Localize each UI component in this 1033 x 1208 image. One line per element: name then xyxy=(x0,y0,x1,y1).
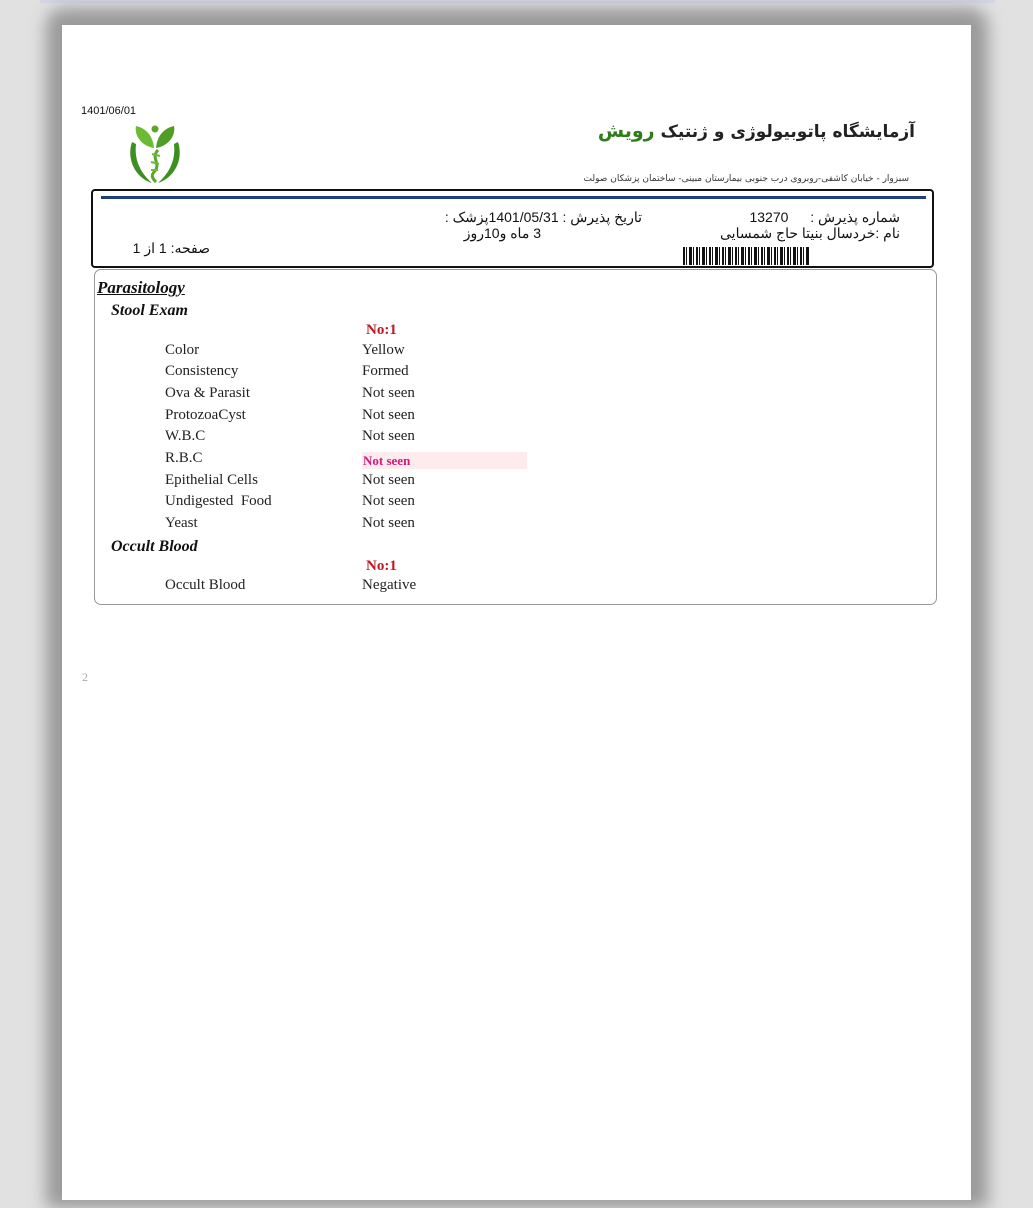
result-row-flagged xyxy=(95,450,936,471)
test-value: Negative xyxy=(362,577,417,593)
flagged-test-value: Not seen xyxy=(362,452,527,469)
report-page[interactable] xyxy=(62,25,971,1200)
result-row xyxy=(95,493,936,514)
page-current: 1 xyxy=(158,240,167,256)
test-value: Formed xyxy=(362,363,409,379)
lab-address: سبزوار - خیابان کاشفی-روبروی درب جنوبی بیمارستان مبینی- ساختمان پزشکان صولت xyxy=(583,174,909,184)
result-row xyxy=(95,515,936,536)
barcode xyxy=(683,247,809,265)
admission-number-value: 13270 xyxy=(749,209,789,225)
patient-name-value: خردسال بنیتا حاج شمسایی xyxy=(720,225,876,241)
test-value: Yellow xyxy=(362,342,405,358)
test-value: Not seen xyxy=(362,472,415,488)
test-name: Consistency xyxy=(165,363,239,379)
patient-age: 3 ماه و10روز xyxy=(463,225,541,241)
page-of: از xyxy=(144,240,156,256)
group-title-stool-exam: Stool Exam xyxy=(111,302,188,319)
result-row xyxy=(95,342,936,363)
test-name: Ova & Parasit xyxy=(165,385,250,401)
lab-title xyxy=(598,120,915,142)
test-name: ProtozoaCyst xyxy=(165,407,246,423)
lab-brand-name: رویش xyxy=(597,120,655,142)
test-name: Color xyxy=(165,342,200,358)
section-title-parasitology: Parasitology xyxy=(97,278,185,297)
patient-name-label: نام : xyxy=(875,225,900,241)
header-rule xyxy=(101,196,926,199)
test-value: Not seen xyxy=(362,385,415,401)
test-name: Epithelial Cells xyxy=(165,472,258,488)
lab-title-text: آزمایشگاه پاتوبیولوژی و ژنتیک xyxy=(654,122,915,142)
admission-date-value: 1401/05/31 xyxy=(488,209,559,225)
test-value: Not seen xyxy=(362,515,415,531)
group-title-occult-blood: Occult Blood xyxy=(111,538,198,555)
admission-number-label: شماره پذیرش : xyxy=(810,209,900,225)
page-indicator xyxy=(133,240,210,257)
test-name: R.B.C xyxy=(165,450,203,466)
result-row xyxy=(95,385,936,406)
page-total: 1 xyxy=(132,240,141,256)
result-row xyxy=(95,472,936,493)
admission-number-field xyxy=(749,209,900,226)
leaf-dna-logo-icon xyxy=(124,120,186,186)
result-row xyxy=(95,428,936,449)
test-value: Not seen xyxy=(362,407,415,423)
result-row xyxy=(95,363,936,384)
page-label: صفحه: xyxy=(170,240,210,256)
print-date: 1401/06/01 xyxy=(81,105,137,117)
viewer-top-strip xyxy=(40,0,995,3)
result-row xyxy=(95,407,936,428)
admission-date-field xyxy=(445,209,642,226)
page-number: 2 xyxy=(82,670,88,684)
sample-number-label: No:1 xyxy=(366,558,397,574)
test-name: Undigested Food xyxy=(165,493,272,509)
patient-header-box xyxy=(91,189,934,268)
sample-number-label: No:1 xyxy=(366,322,397,338)
admission-date-label: تاریخ پذیرش : xyxy=(562,209,642,225)
test-name: W.B.C xyxy=(165,428,206,444)
patient-name-field xyxy=(720,225,900,242)
doctor-label: پزشک : xyxy=(444,209,489,225)
result-row xyxy=(95,577,936,598)
test-name: Occult Blood xyxy=(165,577,246,593)
test-value: Not seen xyxy=(362,428,415,444)
results-box xyxy=(94,269,937,605)
test-value: Not seen xyxy=(362,493,415,509)
test-name: Yeast xyxy=(165,515,198,531)
